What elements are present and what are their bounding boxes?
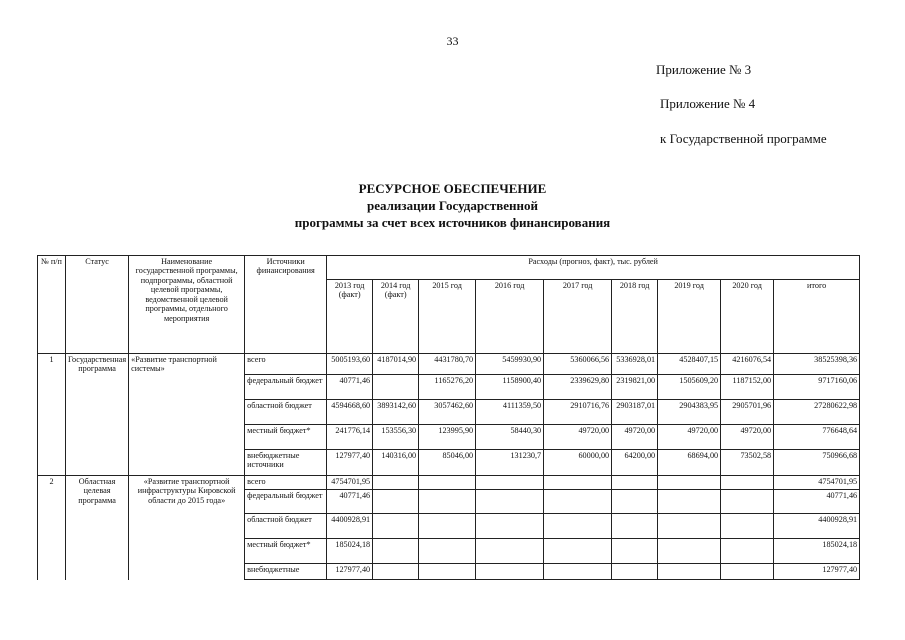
header-year: 2019 год: [658, 280, 721, 354]
value-cell: [476, 514, 544, 539]
value-cell: 58440,30: [476, 425, 544, 450]
total-cell: 4754701,95: [774, 476, 860, 490]
total-cell: 9717160,06: [774, 375, 860, 400]
value-cell: [476, 476, 544, 490]
group-num: 2: [38, 476, 66, 580]
source-label: внебюджетные: [245, 564, 327, 580]
value-cell: [373, 539, 419, 564]
value-cell: [544, 514, 612, 539]
total-cell: 38525398,36: [774, 354, 860, 375]
value-cell: 4400928,91: [327, 514, 373, 539]
value-cell: 3057462,60: [419, 400, 476, 425]
value-cell: 4594668,60: [327, 400, 373, 425]
value-cell: [721, 490, 774, 514]
value-cell: 40771,46: [327, 490, 373, 514]
total-cell: 4400928,91: [774, 514, 860, 539]
value-cell: [721, 476, 774, 490]
value-cell: 4431780,70: [419, 354, 476, 375]
value-cell: 5336928,01: [612, 354, 658, 375]
value-cell: [658, 564, 721, 580]
value-cell: [612, 490, 658, 514]
header-source: Источники финансирования: [245, 256, 327, 354]
value-cell: [373, 476, 419, 490]
value-cell: [658, 490, 721, 514]
value-cell: 241776,14: [327, 425, 373, 450]
value-cell: [419, 564, 476, 580]
value-cell: [612, 539, 658, 564]
value-cell: 4216076,54: [721, 354, 774, 375]
header-year: 2017 год: [544, 280, 612, 354]
value-cell: 140316,00: [373, 450, 419, 476]
value-cell: 127977,40: [327, 564, 373, 580]
source-label: всего: [245, 354, 327, 375]
value-cell: 1165276,20: [419, 375, 476, 400]
value-cell: 2903187,01: [612, 400, 658, 425]
appendix-line-2: Приложение № 4: [660, 96, 756, 111]
value-cell: 2339629,80: [544, 375, 612, 400]
value-cell: 4754701,95: [327, 476, 373, 490]
value-cell: [419, 476, 476, 490]
value-cell: 64200,00: [612, 450, 658, 476]
value-cell: [658, 476, 721, 490]
value-cell: [419, 514, 476, 539]
header-year: 2015 год: [419, 280, 476, 354]
header-total: итого: [774, 280, 860, 354]
value-cell: [544, 564, 612, 580]
header-name: Наименование государственной программы, подпрограммы, областной целевой программы, ведомственной целевой программы, отдельного мероприятия: [129, 256, 245, 354]
header-expenses: Расходы (прогноз, факт), тыс. рублей: [327, 256, 860, 280]
header-year: 2020 год: [721, 280, 774, 354]
group-status: Областная целевая программа: [66, 476, 129, 580]
value-cell: 49720,00: [658, 425, 721, 450]
group-name: «Развитие транспортной инфраструктуры Кировской области до 2015 года»: [129, 476, 245, 580]
document-subtitle-2: программы за счет всех источников финансирования: [294, 215, 611, 230]
value-cell: [721, 514, 774, 539]
value-cell: [612, 476, 658, 490]
value-cell: [373, 490, 419, 514]
value-cell: [476, 490, 544, 514]
header-status: Статус: [66, 256, 129, 354]
resource-table: [37, 255, 860, 580]
value-cell: 2910716,76: [544, 400, 612, 425]
value-cell: 1505609,20: [658, 375, 721, 400]
value-cell: 5005193,60: [327, 354, 373, 375]
appendix-line-1: Приложение № 3: [656, 62, 752, 77]
source-label: федеральный бюджет: [245, 490, 327, 514]
value-cell: 1158900,40: [476, 375, 544, 400]
source-label: федеральный бюджет: [245, 375, 327, 400]
value-cell: 2904383,95: [658, 400, 721, 425]
value-cell: [544, 490, 612, 514]
value-cell: [612, 564, 658, 580]
total-cell: 127977,40: [774, 564, 860, 580]
value-cell: 5459930,90: [476, 354, 544, 375]
appendix-line-3: к Государственной программе: [660, 131, 827, 146]
value-cell: 131230,7: [476, 450, 544, 476]
value-cell: [476, 539, 544, 564]
source-label: областной бюджет: [245, 400, 327, 425]
total-cell: 27280622,98: [774, 400, 860, 425]
source-label: местный бюджет*: [245, 539, 327, 564]
value-cell: 5360066,56: [544, 354, 612, 375]
value-cell: [373, 514, 419, 539]
value-cell: [419, 539, 476, 564]
document-subtitle-1: реализации Государственной: [367, 198, 538, 213]
source-label: всего: [245, 476, 327, 490]
value-cell: [373, 564, 419, 580]
value-cell: 185024,18: [327, 539, 373, 564]
value-cell: 40771,46: [327, 375, 373, 400]
value-cell: 153556,30: [373, 425, 419, 450]
value-cell: 127977,40: [327, 450, 373, 476]
value-cell: 68694,00: [658, 450, 721, 476]
value-cell: [544, 539, 612, 564]
value-cell: 4528407,15: [658, 354, 721, 375]
header-num: № п/п: [38, 256, 66, 354]
value-cell: [419, 490, 476, 514]
value-cell: [721, 564, 774, 580]
header-year: 2018 год: [612, 280, 658, 354]
page-number: 33: [446, 34, 459, 48]
value-cell: 2319821,00: [612, 375, 658, 400]
total-cell: 40771,46: [774, 490, 860, 514]
value-cell: [658, 514, 721, 539]
value-cell: 123995,90: [419, 425, 476, 450]
value-cell: [476, 564, 544, 580]
document-title: РЕСУРСНОЕ ОБЕСПЕЧЕНИЕ: [358, 181, 547, 196]
value-cell: 1187152,00: [721, 375, 774, 400]
value-cell: 85046,00: [419, 450, 476, 476]
total-cell: 776648,64: [774, 425, 860, 450]
value-cell: [658, 539, 721, 564]
group-status: Государственная программа: [66, 354, 129, 476]
value-cell: 2905701,96: [721, 400, 774, 425]
value-cell: 3893142,60: [373, 400, 419, 425]
value-cell: 49720,00: [544, 425, 612, 450]
value-cell: 49720,00: [612, 425, 658, 450]
value-cell: [373, 375, 419, 400]
header-year: 2016 год: [476, 280, 544, 354]
total-cell: 185024,18: [774, 539, 860, 564]
value-cell: 4111359,50: [476, 400, 544, 425]
source-label: местный бюджет*: [245, 425, 327, 450]
value-cell: 60000,00: [544, 450, 612, 476]
header-year: 2013 год (факт): [327, 280, 373, 354]
group-name: «Развитие транспортной системы»: [129, 354, 245, 476]
value-cell: 4187014,90: [373, 354, 419, 375]
value-cell: [612, 514, 658, 539]
source-label: областной бюджет: [245, 514, 327, 539]
value-cell: [544, 476, 612, 490]
group-num: 1: [38, 354, 66, 476]
value-cell: [721, 539, 774, 564]
total-cell: 750966,68: [774, 450, 860, 476]
value-cell: 49720,00: [721, 425, 774, 450]
source-label: внебюджетные источники: [245, 450, 327, 476]
value-cell: 73502,58: [721, 450, 774, 476]
header-year: 2014 год (факт): [373, 280, 419, 354]
